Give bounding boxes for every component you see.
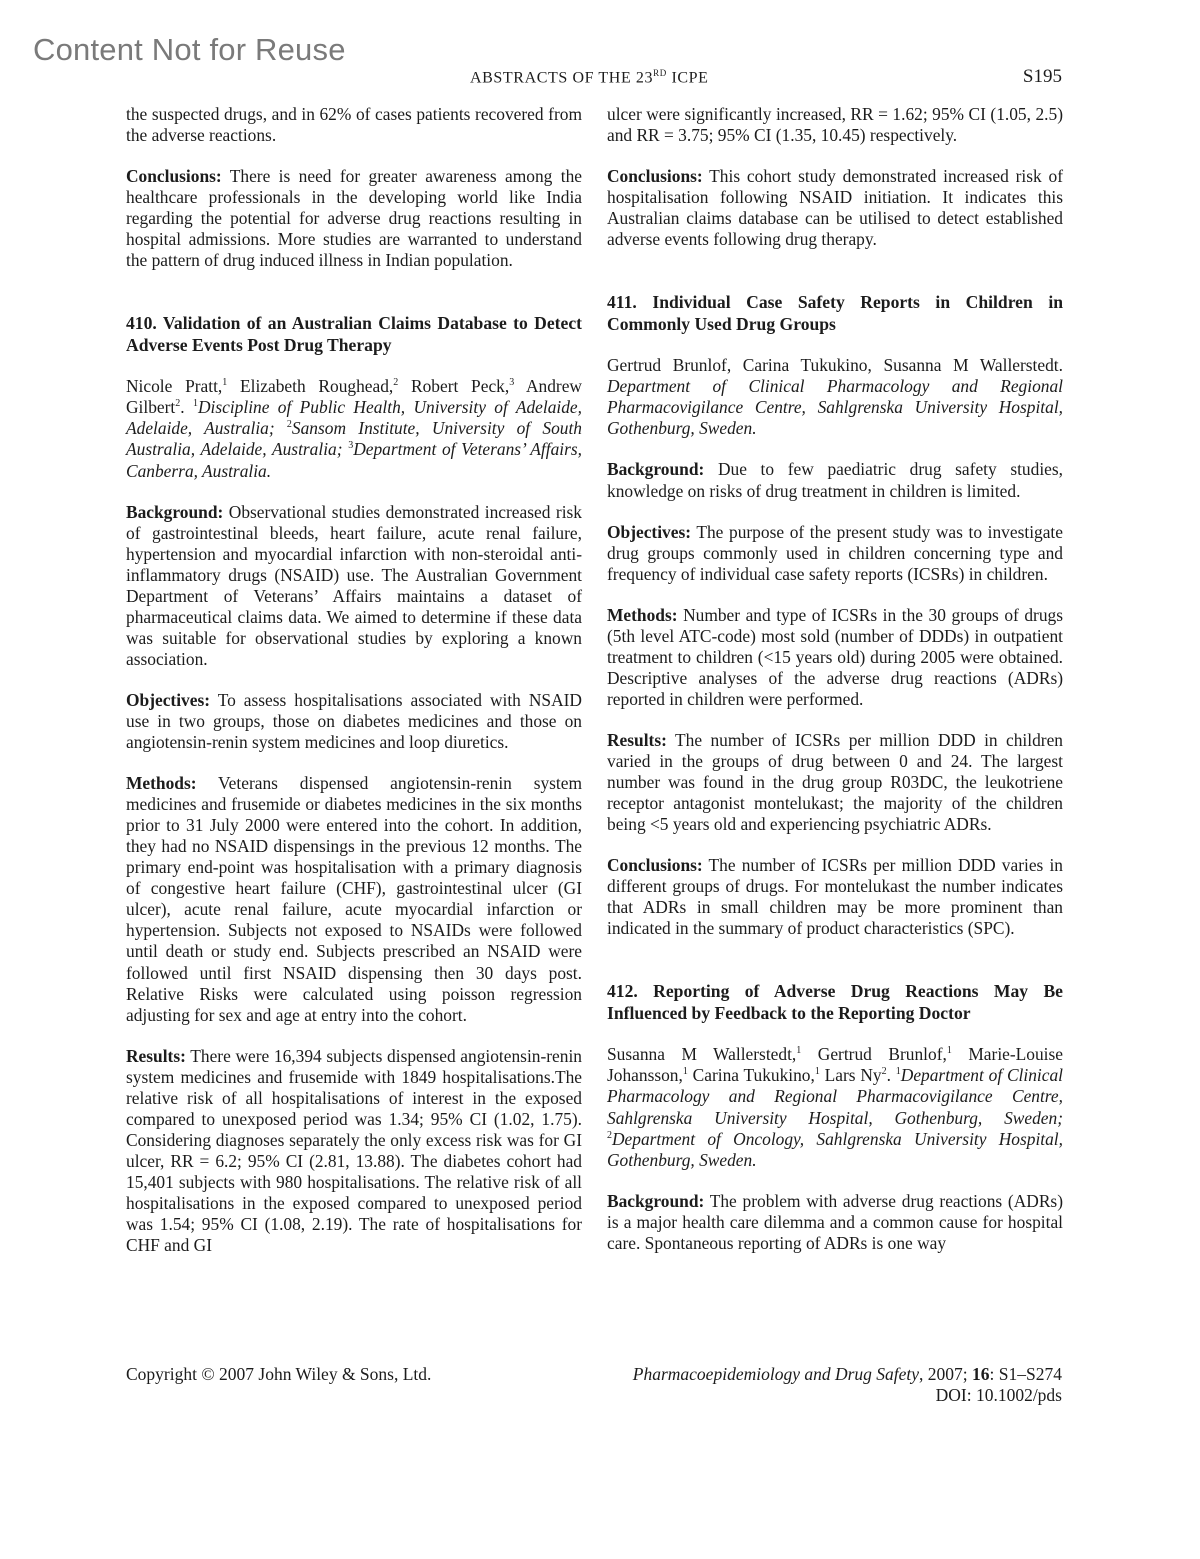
affiliation: Discipline of Public Health, University of Adelaide, Adelaide, Australia;: [126, 397, 582, 439]
affiliation: Department of Oncology, Sahlgrenska University Hospital, Gothenburg, Sweden.: [607, 1128, 1063, 1170]
abstract-411-authors: [607, 355, 1063, 439]
author-name: Gertrud Brunlof,: [801, 1044, 947, 1065]
author-sup: 1: [682, 1066, 688, 1078]
continued-paragraph: ulcer were significantly increased, RR = 1.62; 95% CI (1.05, 2.5) and RR = 3.75; 95% CI (1.35, 10.45) respectively.: [607, 104, 1063, 146]
section-text: There is need for greater awareness among the healthcare professionals in the developing world like India regarding the potential for adverse drug reactions resulting in hospital admissions. More studies are warranted to understand the pattern of drug induced illness in Indian population.: [126, 166, 582, 271]
affiliation-sup: 2: [607, 1129, 612, 1141]
affiliation-sup: 1: [192, 398, 198, 410]
citation-volume: 16: [972, 1364, 990, 1384]
citation-pages: : S1–S274: [989, 1364, 1062, 1384]
author-name: Elizabeth Roughead,: [227, 376, 394, 397]
author-sup: 1: [796, 1045, 802, 1057]
section-text: The number of ICSRs per million DDD varies in different groups of drugs. For montelukast the number indicates that ADRs in small children may be more prominent than indicated in the summary of product characteristics (SPC).: [607, 855, 1063, 939]
section-lead: Conclusions:: [607, 166, 703, 187]
section-text: Veterans dispensed angiotensin-renin system medicines and frusemide or diabetes medicines in the six months prior to 31 July 2000 were entered into the cohort. In addition, they had no NSAID dispensings in the previous 12 months. The primary end-point was hospitalisation with a primary diagnosis of congestive heart failure (CHF), gastrointestinal ulcer (GI ulcer), acute renal failure, acute myocardial infarction or hypertension. Subjects not exposed to NSAIDs were followed until death or study end. Subjects prescribed an NSAID were followed until first NSAID dispensing then 30 days post. Relative Risks were calculated using poisson regression adjusting for sex and age at entry into the cohort.: [126, 773, 582, 1025]
right-column: [607, 104, 1063, 1274]
abstract-412-authors: [607, 1044, 1063, 1170]
affiliation: Sansom Institute, University of South Australia, Adelaide, Australia;: [126, 418, 582, 460]
section-text: To assess hospitalisations associated with NSAID use in two groups, those on diabetes medicines and those on angiotensin-renin system medicines and loop diuretics.: [126, 689, 582, 753]
page-number: S195: [1022, 66, 1062, 87]
section-text: The purpose of the present study was to investigate drug groups commonly used in children concerning type and frequency of individual case safety reports (ICSRs) in children.: [607, 521, 1063, 584]
conclusions-paragraph: [126, 166, 582, 271]
section-text: This cohort study demonstrated increased risk of hospitalisation following NSAID initiation. It indicates this Australian claims database can be utilised to detect established adverse events following drug therapy.: [607, 166, 1063, 250]
abstract-410-authors: [126, 376, 582, 481]
affiliation-sup: 3: [348, 440, 354, 452]
objectives-paragraph: [126, 690, 582, 753]
author-sep: .: [180, 397, 193, 418]
section-lead: Background:: [607, 1190, 705, 1211]
author-sep: .: [886, 1065, 896, 1086]
doi: DOI: 10.1002/pds: [935, 1385, 1062, 1405]
methods-paragraph: [607, 605, 1063, 710]
section-lead: Background:: [607, 459, 705, 480]
abstract-411-title: 411. Individual Case Safety Reports in Children in Commonly Used Drug Groups: [607, 292, 1063, 334]
section-lead: Background:: [126, 501, 224, 522]
section-text: The problem with adverse drug reactions (ADRs) is a major health care dilemma and a common cause for hospital care. Spontaneous reporting of ADRs is one way: [607, 1190, 1063, 1253]
objectives-paragraph: [607, 522, 1063, 585]
continued-paragraph: the suspected drugs, and in 62% of cases patients recovered from the adverse reactions.: [126, 104, 582, 146]
background-paragraph: [607, 459, 1063, 501]
background-paragraph: [607, 1191, 1063, 1254]
author-name: Lars Ny: [819, 1065, 882, 1086]
author-names: Gertrud Brunlof, Carina Tukukino, Susanna M Wallerstedt.: [607, 355, 1063, 376]
journal-name: Pharmacoepidemiology and Drug Safety: [632, 1364, 920, 1384]
section-text: The number of ICSRs per million DDD in children varied in the groups of drug between 0 and 24. The largest number was found in the drug group R03DC, the leukotriene receptor antagonist montelukast; the majority of the children being <5 years old and experiencing psychiatric ADRs.: [607, 729, 1063, 835]
citation-year: , 2007;: [919, 1364, 973, 1384]
author-name: Carina Tukukino,: [687, 1065, 815, 1086]
section-text: Due to few paediatric drug safety studies, knowledge on risks of drug treatment in children is limited.: [607, 459, 1063, 501]
background-paragraph: [126, 502, 582, 670]
journal-citation: [633, 1364, 1062, 1406]
author-sup: 1: [222, 377, 228, 389]
results-paragraph: [607, 730, 1063, 835]
conclusions-paragraph: [607, 855, 1063, 939]
section-text: Number and type of ICSRs in the 30 groups of drugs (5th level ATC-code) most sold (number of DDDs) in outpatient treatment to children (<15 years old) during 2005 were obtained. Descriptive analyses of the adverse drug reactions (ADRs) reported in children were performed.: [607, 604, 1063, 709]
watermark-text: Content Not for Reuse: [33, 32, 346, 67]
section-lead: Objectives:: [126, 689, 211, 710]
author-sup: 1: [946, 1045, 952, 1057]
section-lead: Methods:: [126, 773, 197, 794]
abstract-410-title: 410. Validation of an Australian Claims Database to Detect Adverse Events Post Drug Therapy: [126, 313, 582, 355]
author-sup: 2: [175, 398, 181, 410]
section-lead: Results:: [126, 1045, 186, 1066]
affiliation-sup: 1: [895, 1066, 901, 1078]
left-column: [126, 104, 582, 1276]
methods-paragraph: [126, 773, 582, 1026]
affiliation-sup: 2: [286, 419, 292, 431]
results-paragraph: [126, 1046, 582, 1256]
author-sup: 1: [814, 1066, 820, 1078]
author-name: Marie-Louise Johansson,: [607, 1044, 1063, 1086]
section-text: Observational studies demonstrated increased risk of gastrointestinal bleeds, heart failure, acute renal failure, hypertension and myocardial infarction with non-steroidal anti-inflammatory drugs (NSAID) use. The Australian Government Department of Veterans’ Affairs maintains a dataset of pharmaceutical claims data. We aimed to determine if these data was suitable for observational studies by exploring a known association.: [126, 501, 582, 669]
author-sup: 3: [509, 377, 515, 389]
author-sup: 2: [393, 377, 399, 389]
running-header-sup: RD: [653, 68, 667, 78]
affiliation: Department of Veterans’ Affairs, Canberra, Australia.: [126, 439, 582, 481]
section-lead: Conclusions:: [126, 166, 222, 187]
affiliation: Department of Clinical Pharmacology and Regional Pharmacovigilance Centre, Sahlgrenska University Hospital, Gothenburg, Sweden.: [607, 376, 1063, 439]
author-name: Robert Peck,: [398, 376, 510, 397]
affiliation: Department of Clinical Pharmacology and Regional Pharmacovigilance Centre, Sahlgrenska University Hospital, Gothenburg, Sweden;: [607, 1065, 1063, 1128]
author-name: Andrew Gilbert: [126, 376, 582, 418]
conclusions-paragraph: [607, 166, 1063, 250]
author-sup: 2: [881, 1066, 887, 1078]
abstract-412-title: 412. Reporting of Adverse Drug Reactions May Be Influenced by Feedback to the Reporting Doctor: [607, 981, 1063, 1023]
section-lead: Conclusions:: [607, 855, 703, 876]
section-text: There were 16,394 subjects dispensed angiotensin-renin system medicines and frusemide with 1849 hospitalisations.The relative risk of all hospitalisations of interest in the exposed compared to unexposed period was 1.34; 95% CI (1.02, 1.75). Considering diagnoses separately the only excess risk was for GI ulcer, RR = 6.2; 95% CI (2.81, 13.88). The diabetes cohort had 15,401 subjects with 980 hospitalisations. The relative risk of all hospitalisations in the exposed compared to unexposed period was 1.54; 95% CI (1.08, 2.19). The rate of hospitalisations for CHF and GI: [126, 1045, 582, 1256]
author-name: Nicole Pratt,: [126, 376, 223, 397]
section-lead: Methods:: [607, 604, 678, 625]
running-header-prefix: ABSTRACTS OF THE 23: [470, 69, 654, 87]
copyright-notice: Copyright © 2007 John Wiley & Sons, Ltd.: [126, 1364, 432, 1384]
author-name: Susanna M Wallerstedt,: [607, 1044, 797, 1065]
running-header-suffix: ICPE: [666, 69, 709, 87]
section-lead: Results:: [607, 729, 667, 750]
section-lead: Objectives:: [607, 521, 692, 542]
running-header: [470, 68, 709, 87]
